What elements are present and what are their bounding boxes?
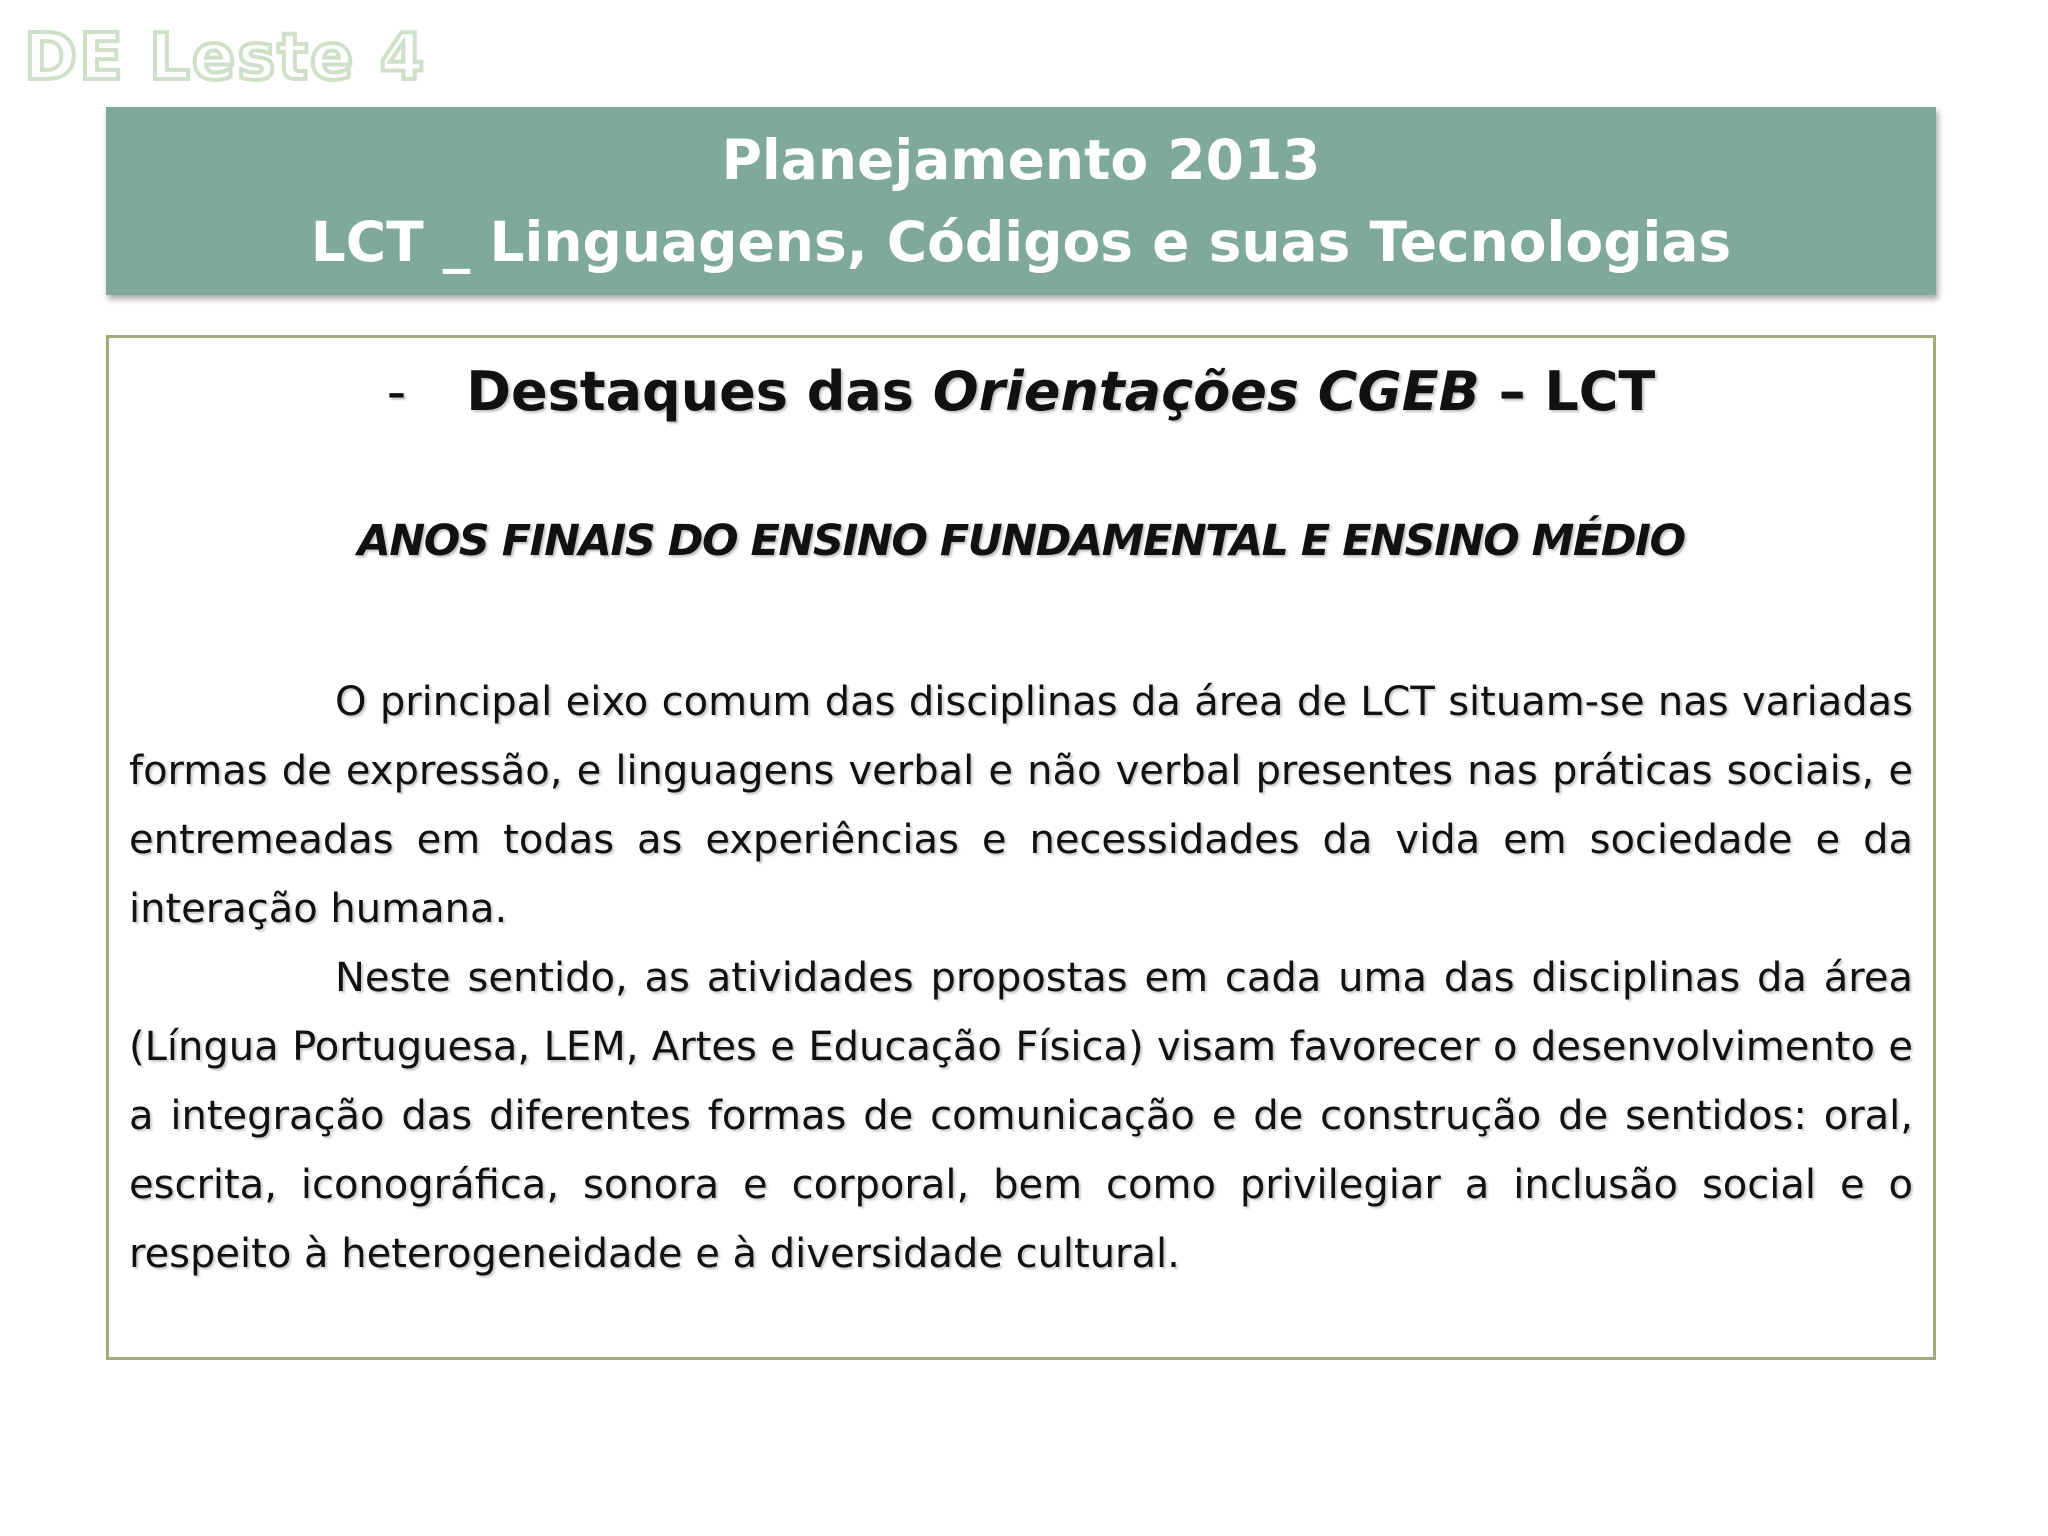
- subtitle-part-3: – LCT: [1479, 360, 1656, 423]
- content-subtitle: [109, 360, 1933, 423]
- subtitle-part-1: Destaques das: [466, 360, 933, 423]
- slide-title-line-2: LCT _ Linguagens, Códigos e suas Tecnologias: [310, 210, 1732, 274]
- content-panel: [106, 335, 1936, 1360]
- bullet-dash: -: [386, 360, 407, 423]
- slide-title-line-1: Planejamento 2013: [721, 128, 1321, 192]
- paragraph-1: O principal eixo comum das disciplinas da área de LCT situam-se nas variadas formas de expressão, e linguagens verbal e não verbal presentes nas práticas sociais, e entremeadas em todas as experiências e necessidades da vida em sociedade e da interação humana.: [129, 679, 1913, 932]
- subtitle-part-2: Orientações CGEB: [932, 360, 1480, 423]
- logo-text: DE Leste 4: [24, 21, 427, 95]
- section-heading: ANOS FINAIS DO ENSINO FUNDAMENTAL E ENSINO MÉDIO: [357, 516, 1685, 566]
- body-text: [129, 668, 1913, 1289]
- slide-title-banner: [106, 107, 1936, 295]
- paragraph-2: Neste sentido, as atividades propostas em cada uma das disciplinas da área (Língua Portuguesa, LEM, Artes e Educação Física) visam favorecer o desenvolvimento e a integração das diferentes formas de comunicação e de construção de sentidos: oral, escrita, iconográfica, sonora e corporal, bem como privilegiar a inclusão social e o respeito à heterogeneidade e à diversidade cultural.: [129, 955, 1913, 1277]
